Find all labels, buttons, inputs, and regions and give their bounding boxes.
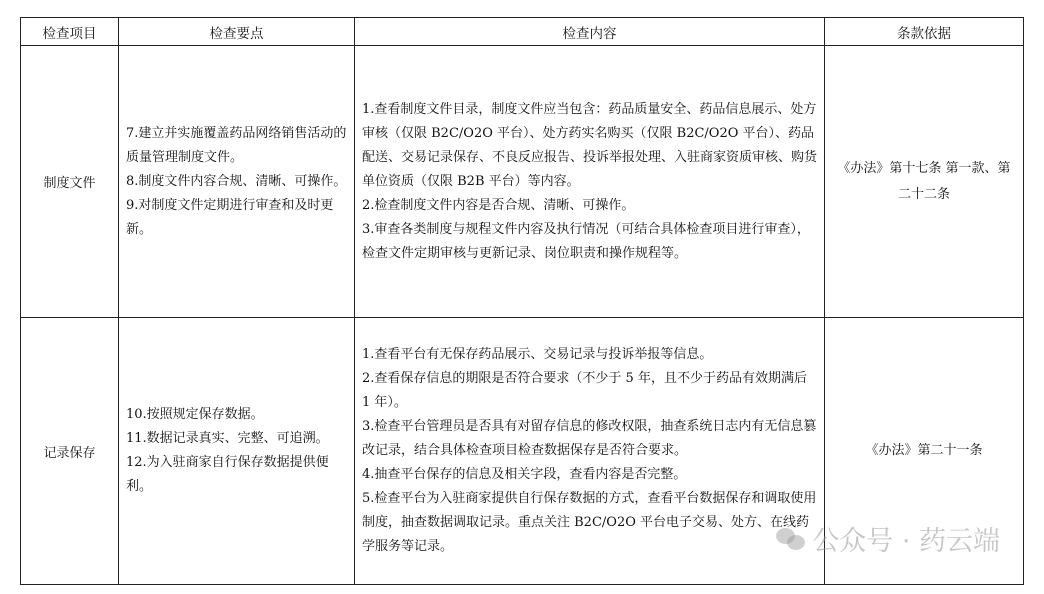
point-item: 7.建立并实施覆盖药品网络销售活动的质量管理制度文件。: [126, 125, 347, 165]
content-item: 3.审查各类制度与规程文件内容及执行情况（可结合具体检查项目进行审查），检查文件定期审核与更新记录、岗位职责和操作规程等。: [362, 221, 810, 261]
row-content: [355, 46, 825, 318]
row-basis: 《办法》第二十一条: [825, 318, 1024, 585]
row-category: 制度文件: [21, 46, 119, 318]
point-item: 9.对制度文件定期进行审查和及时更新。: [126, 197, 334, 237]
row-basis: 《办法》第十七条 第一款、第二十二条: [825, 46, 1024, 318]
header-inspection-content: 检查内容: [355, 18, 825, 46]
point-item: 12.为入驻商家自行保存数据提供便利。: [126, 455, 329, 494]
content-item: 1.查看平台有无保存药品展示、交易记录与投诉举报等信息。: [362, 347, 713, 362]
row-points: [119, 46, 355, 318]
header-clause-basis: 条款依据: [825, 18, 1024, 46]
point-item: 11.数据记录真实、完整、可追溯。: [126, 431, 329, 446]
header-inspection-item: 检查项目: [21, 18, 119, 46]
table-header-row: [21, 18, 1024, 46]
content-item: 4.抽查平台保存的信息及相关字段，查看内容是否完整。: [362, 467, 687, 482]
inspection-table: [20, 17, 1024, 585]
point-item: 10.按照规定保存数据。: [126, 407, 264, 422]
point-item: 8.制度文件内容合规、清晰、可操作。: [126, 173, 347, 189]
content-item: 1.查看制度文件目录，制度文件应当包含：药品质量安全、药品信息展示、处方审核（仅限 B2C/O2O 平台）、处方药实名购买（仅限 B2C/O2O 平台）、药品配送、交易记录保存、不良反应报告、投诉举报处理、入驻商家资质审核、购货单位资质（仅限 B2B 平台）等内容。: [362, 101, 818, 189]
watermark: [776, 519, 1000, 558]
content-item: 3.检查平台管理员是否具有对留存信息的修改权限，抽查系统日志内有无信息篡改记录，结合具体检查项目检查数据保存是否符合要求。: [362, 419, 817, 458]
table-row: [21, 46, 1024, 318]
content-item: 2.检查制度文件内容是否合规、清晰、可操作。: [362, 197, 635, 213]
row-points: [119, 318, 355, 585]
wechat-official-account-icon: [776, 526, 806, 552]
row-content: [355, 318, 825, 585]
content-item: 5.检查平台为入驻商家提供自行保存数据的方式，查看平台数据保存和调取使用制度，抽查数据调取记录。重点关注 B2C/O2O 平台电子交易、处方、在线药学服务等记录。: [362, 491, 817, 554]
row-category: 记录保存: [21, 318, 119, 585]
watermark-text: 公众号 · 药云端: [812, 526, 1000, 557]
content-item: 2.查看保存信息的期限是否符合要求（不少于 5 年，且不少于药品有效期满后 1 年）。: [362, 371, 807, 410]
header-inspection-points: 检查要点: [119, 18, 355, 46]
